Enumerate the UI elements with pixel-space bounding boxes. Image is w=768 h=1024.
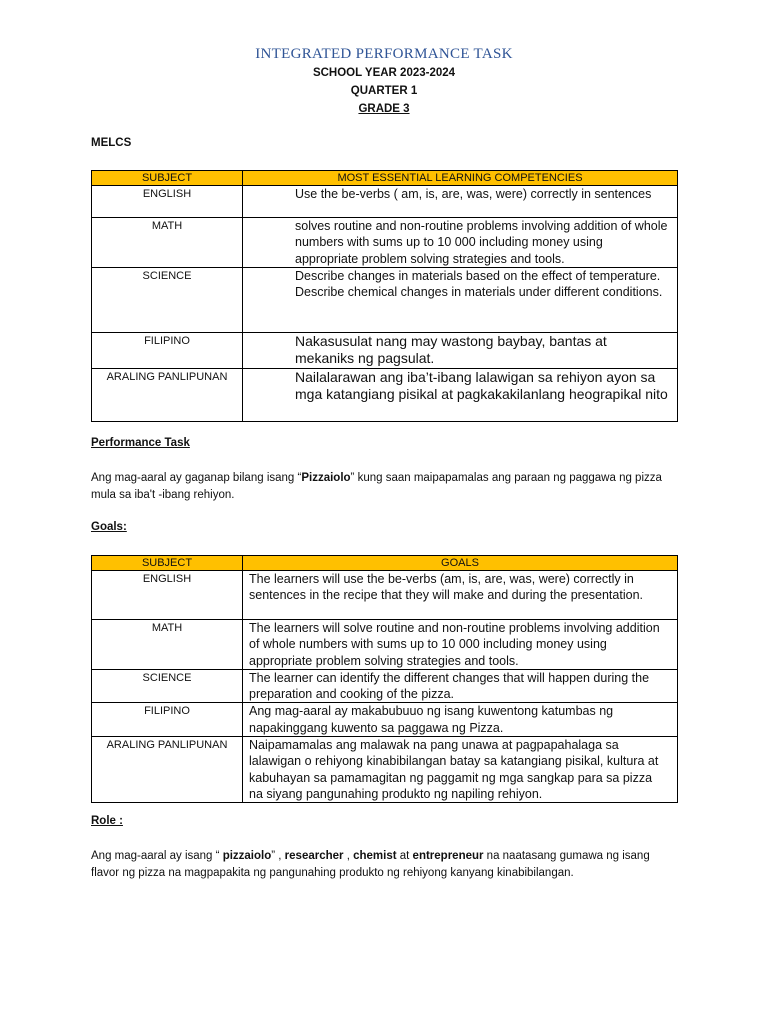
text-segment: , <box>343 850 354 862</box>
performance-task-text <box>91 470 681 503</box>
table-row <box>92 571 678 620</box>
subject-cell: ENGLISH <box>92 186 243 218</box>
goal-cell: Naipamamalas ang malawak na pang unawa at pagpapahalaga sa lalawigan o rehiyong kinabibilangan batay sa katangiang pisikal, kultura at kabuhayan sa pamamagitan ng paggamit ng mga sangkap para sa pizza na siyang pangunahing produkto ng napiling rehiyon. <box>243 737 678 803</box>
goals-label: Goals: <box>91 521 127 533</box>
subject-cell: FILIPINO <box>92 703 243 737</box>
table-row <box>92 368 678 421</box>
role-pizzaiolo: pizzaiolo <box>222 850 272 862</box>
competency-cell <box>243 267 678 332</box>
role-label: Role : <box>91 815 123 827</box>
subject-cell: MATH <box>92 218 243 268</box>
role-chemist: chemist <box>353 850 397 862</box>
subject-cell: ARALING PANLIPUNAN <box>92 737 243 803</box>
goal-cell: The learners will solve routine and non-routine problems involving addition of whole numbers with sums up to 10 000 including money using appropriate problem solving strategies and tools. <box>243 620 678 670</box>
competency-cell: solves routine and non-routine problems involving addition of whole numbers with sums up to 10 000 including money using appropriate problem solving strategies and tools. <box>243 218 678 268</box>
role-text <box>91 848 681 881</box>
col-subject-header: SUBJECT <box>92 556 243 571</box>
text-segment: at <box>396 850 413 862</box>
performance-task-label: Performance Task <box>91 437 190 449</box>
document-title: INTEGRATED PERFORMANCE TASK <box>255 46 513 62</box>
competency-cell: Use the be-verbs ( am, is, are, was, were) correctly in sentences <box>243 186 678 218</box>
melcs-label: MELCS <box>91 137 132 149</box>
subject-cell: SCIENCE <box>92 669 243 703</box>
subject-cell: SCIENCE <box>92 267 243 332</box>
competency-cell: Nailalarawan ang iba’t-ibang lalawigan sa rehiyon ayon sa mga katangiang pisikal at pagkakakilanlang heograpikal nito <box>243 368 678 421</box>
role-researcher: researcher <box>284 850 344 862</box>
text-segment: Ang mag-aaral ay gaganap bilang isang “ <box>91 472 302 484</box>
table-header-row <box>92 171 678 186</box>
role-entrepreneur: entrepreneur <box>412 850 484 862</box>
table-row <box>92 669 678 703</box>
subject-cell: MATH <box>92 620 243 670</box>
goal-cell: The learners will use the be-verbs (am, is, are, was, were) correctly in sentences in the recipe that they will make and during the presentation. <box>243 571 678 620</box>
table-row <box>92 186 678 218</box>
subject-cell: ARALING PANLIPUNAN <box>92 368 243 421</box>
grade: GRADE 3 <box>358 103 410 115</box>
table-row <box>92 737 678 803</box>
goals-table <box>91 555 678 803</box>
competency-line: Describe chemical changes in materials under different conditions. <box>295 285 663 300</box>
competency-cell: Nakasusulat nang may wastong baybay, bantas at mekaniks ng pagsulat. <box>243 332 678 368</box>
highlight-text: Pizzaiolo <box>301 472 351 484</box>
table-row <box>92 703 678 737</box>
col-goals-header: GOALS <box>243 556 678 571</box>
subject-cell: ENGLISH <box>92 571 243 620</box>
melcs-table <box>91 170 678 422</box>
col-competencies-header: MOST ESSENTIAL LEARNING COMPETENCIES <box>243 171 678 186</box>
school-year: SCHOOL YEAR 2023-2024 <box>312 67 456 79</box>
text-segment: na naatasang gumawa ng isang flavor ng pizza na magpapakita ng pangunahing produkto ng rehiyong kanyang kinabibilangan. <box>91 850 650 879</box>
quarter: QUARTER 1 <box>350 85 418 97</box>
table-row <box>92 267 678 332</box>
col-subject-header: SUBJECT <box>92 171 243 186</box>
table-header-row <box>92 556 678 571</box>
text-segment: ” kung saan maipapamalas ang paraan ng paggawa ng pizza mula sa iba't -ibang rehiyon. <box>91 472 662 501</box>
text-segment: ” , <box>271 850 285 862</box>
goal-cell: The learner can identify the different changes that will happen during the preparation and cooking of the pizza. <box>243 669 678 703</box>
table-row <box>92 620 678 670</box>
table-row <box>92 218 678 268</box>
table-row <box>92 332 678 368</box>
subject-cell: FILIPINO <box>92 332 243 368</box>
goal-cell: Ang mag-aaral ay makabubuuo ng isang kuwentong katumbas ng napakinggang kuwento sa paggawa ng Pizza. <box>243 703 678 737</box>
competency-line: Describe changes in materials based on the effect of temperature. <box>295 268 661 283</box>
text-segment: Ang mag-aaral ay isang “ <box>91 850 223 862</box>
